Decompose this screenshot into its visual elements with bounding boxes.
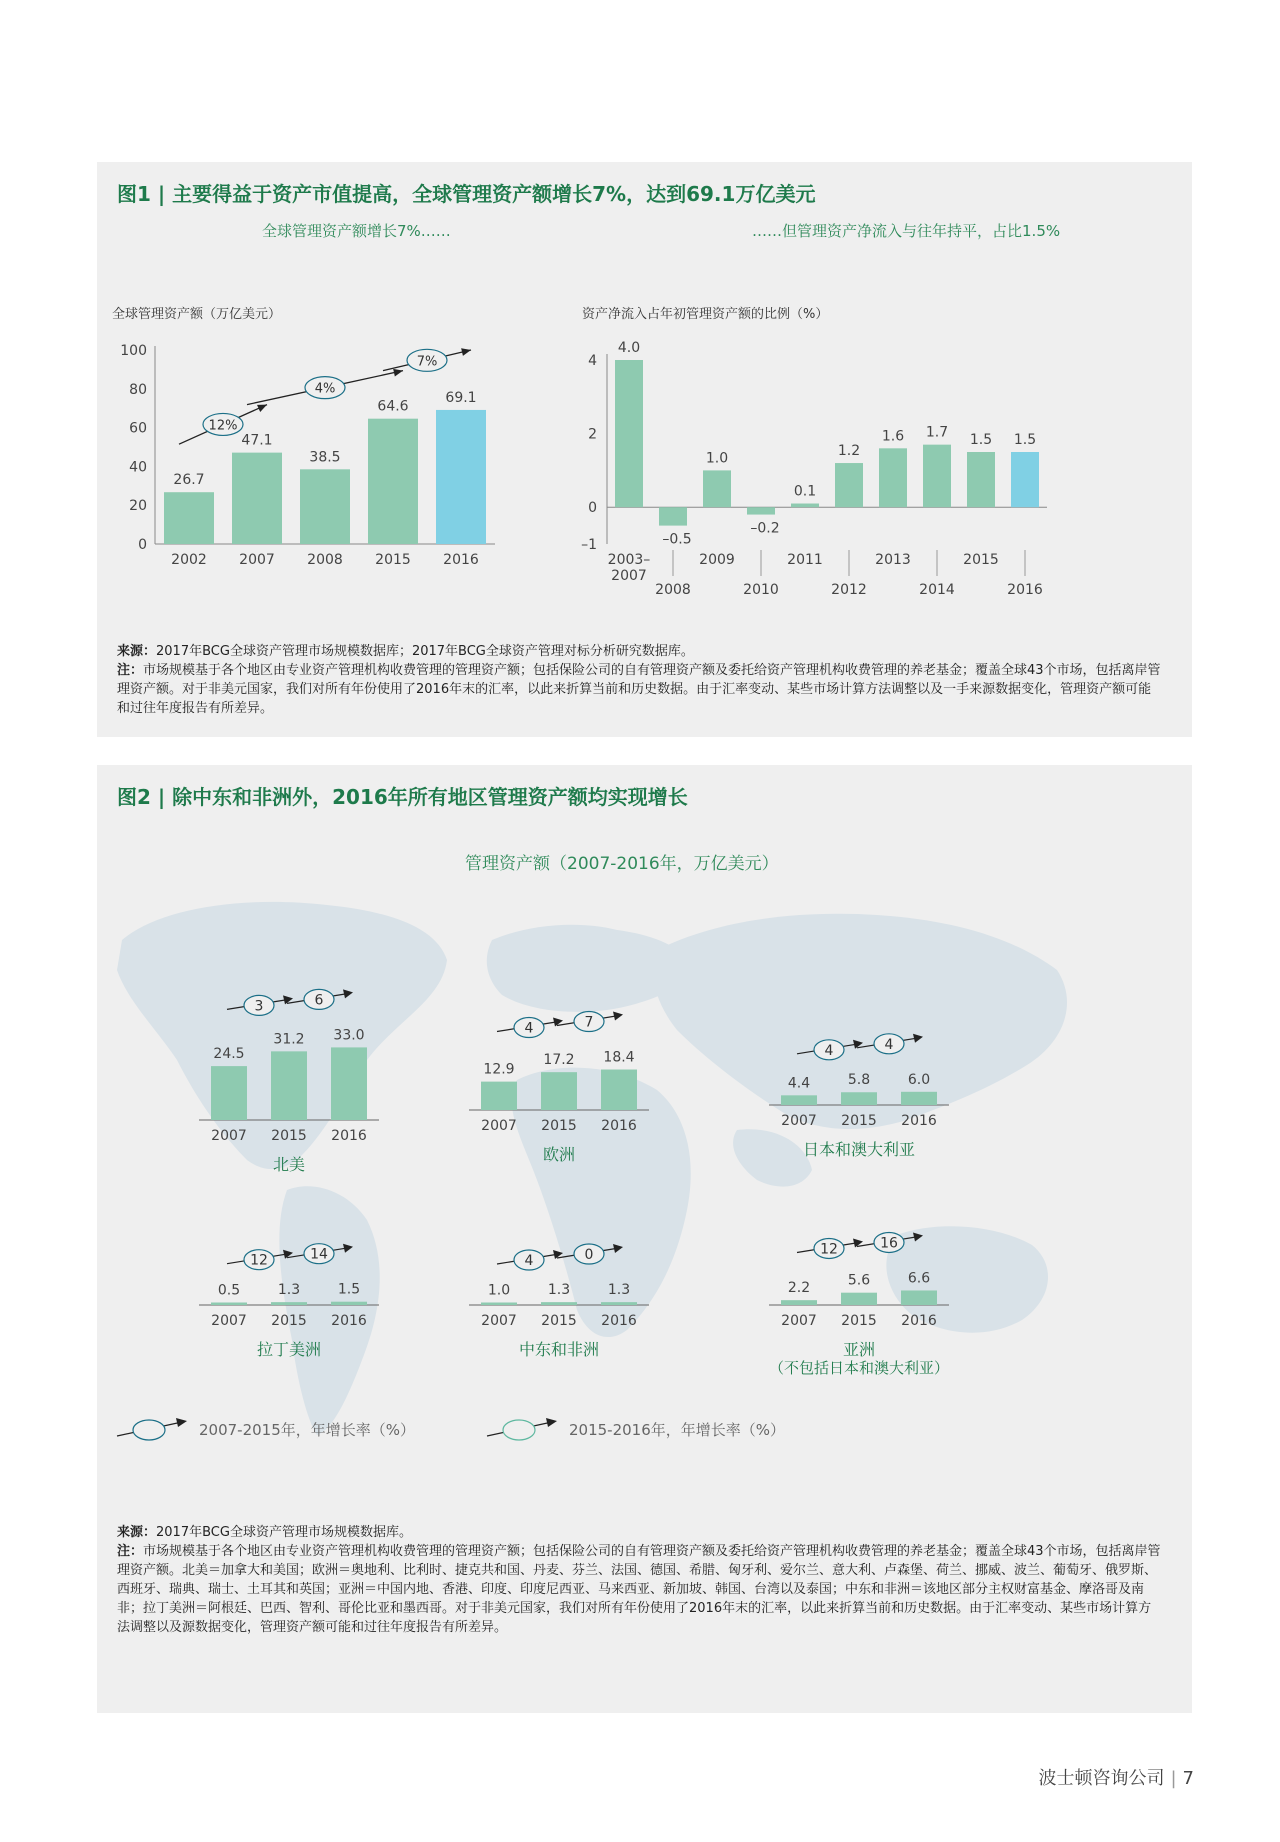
data-label: 47.1 (241, 432, 273, 449)
figure-2-panel (97, 765, 1192, 1713)
region-bar (211, 1066, 247, 1120)
y-tick-label: 4 (588, 353, 597, 369)
figure-1-notes (117, 642, 1162, 718)
data-label: 1.3 (277, 1282, 301, 1299)
region-name: 北美 (272, 1155, 306, 1174)
region-bar (601, 1302, 637, 1305)
region-sublabel: （不包括日本和澳大利亚） (768, 1359, 950, 1377)
x-tick-label: 2016 (601, 1118, 637, 1134)
growth-arrow-head (613, 1012, 623, 1021)
growth-label: 12% (208, 418, 238, 434)
note-text-2: 市场规模基于各个地区由专业资产管理机构收费管理的管理资产额；包括保险公司的自有管理资产额及委托给资产管理机构收费管理的养老基金；覆盖全球43个市场，包括离岸管理资产额。北美＝加拿大和美国；欧洲＝奥地利、比利时、捷克共和国、丹麦、芬兰、法国、德国、希腊、匈牙利、爱尔兰、意大利、卢森堡、荷兰、挪威、波兰、葡萄牙、俄罗斯、西班牙、瑞典、瑞士、土耳其和英国；亚洲＝中国内地、香港、印度、印度尼西亚、马来西亚、新加坡、韩国、台湾以及泰国；中东和非洲＝该地区部分主权财富基金、摩洛哥及南非；拉丁美洲＝阿根廷、巴西、智利、哥伦比亚和墨西哥。对于非美元国家，我们对所有年份使用了2016年末的汇率，以此来折算当前和历史数据。由于汇率变动、某些市场计算方法调整以及源数据变化，管理资产额可能和过往年度报告有所差异。 (117, 1544, 1161, 1635)
x-tick-label: 2013 (875, 552, 911, 568)
figure-1-panel (97, 162, 1192, 737)
x-tick-label: 2016 (601, 1313, 637, 1329)
growth-label: 6 (314, 992, 324, 1009)
bar-2009 (703, 470, 731, 507)
data-label: 1.2 (837, 443, 861, 460)
data-label: 4.0 (617, 340, 641, 356)
growth-label: 4 (884, 1036, 894, 1053)
growth-label: 4 (524, 1253, 534, 1269)
y-tick-label: 0 (138, 537, 147, 553)
source-label: 来源： (117, 644, 157, 659)
figure-2-notes (117, 1523, 1162, 1637)
data-label: 5.6 (847, 1272, 871, 1289)
bar-2016 (1011, 452, 1039, 507)
y-axis-label: 资产净流入占年初管理资产额的比例（%） (582, 307, 829, 322)
x-tick-label: 2007 (781, 1313, 817, 1329)
x-tick-label: 2012 (831, 582, 867, 598)
growth-label: 12 (250, 1252, 268, 1269)
bar-2008 (300, 469, 350, 544)
bar-2003–2007 (615, 360, 643, 507)
data-label: –0.5 (662, 531, 692, 548)
y-tick-label: 100 (120, 343, 147, 359)
data-label: 1.6 (881, 428, 905, 445)
data-label: 2.2 (787, 1280, 811, 1297)
x-tick-label: 2010 (743, 582, 779, 598)
data-label: 4.4 (787, 1075, 811, 1092)
region-bar (601, 1070, 637, 1110)
data-label: 1.5 (969, 432, 993, 448)
y-tick-label: 20 (129, 498, 147, 515)
bar-2007 (232, 453, 282, 544)
region-name: 日本和澳大利亚 (802, 1140, 916, 1159)
data-label: 1.0 (705, 450, 729, 467)
region-bar (901, 1092, 937, 1105)
x-tick-label: 2016 (901, 1113, 937, 1129)
region-bar (331, 1047, 367, 1120)
source-text-2: 2017年BCG全球资产管理市场规模数据库。 (156, 1525, 412, 1540)
y-tick-label: 0 (588, 500, 597, 517)
region-bar (481, 1303, 517, 1306)
region-bar (271, 1302, 307, 1305)
data-label: 6.6 (907, 1270, 931, 1287)
data-label: 33.0 (333, 1027, 365, 1044)
region-bar (901, 1290, 937, 1305)
page-footer (1038, 1764, 1194, 1790)
x-tick-label: 2015 (963, 552, 999, 568)
regional-aum-map-chart (97, 890, 1192, 1470)
x-tick-label: 2015 (841, 1313, 877, 1329)
data-label: 1.3 (607, 1282, 631, 1299)
x-tick-label: 2007 (211, 1128, 247, 1144)
data-label: 38.5 (309, 449, 341, 466)
note-label: 注： (117, 663, 144, 678)
map-chart-subtitle: 管理资产额（2007-2016年，万亿美元） (465, 854, 779, 874)
map-landmass (279, 1186, 379, 1435)
y-axis-label: 全球管理资产额（万亿美元） (112, 307, 282, 322)
net-flows-chart (577, 242, 1177, 598)
data-label: 1.3 (547, 1282, 571, 1299)
x-tick-label: 2007 (481, 1118, 517, 1134)
x-tick-label: 2016 (443, 552, 479, 568)
region-bar (781, 1300, 817, 1305)
data-label: 18.4 (603, 1049, 635, 1066)
x-tick-label: 2008 (307, 552, 343, 568)
legend-arrow-head (176, 1418, 187, 1427)
data-label: 1.5 (337, 1281, 361, 1298)
x-tick-label: 2016 (901, 1313, 937, 1329)
data-label: 6.0 (907, 1071, 931, 1088)
legend-arrow-head (546, 1418, 557, 1427)
source-text: 2017年BCG全球资产管理市场规模数据库；2017年BCG全球资产管理对标分析研究数据库。 (156, 644, 694, 659)
x-tick-label: 2014 (919, 582, 955, 598)
x-tick-label: 2002 (171, 552, 207, 568)
data-label: 1.5 (1013, 432, 1037, 448)
data-label: 5.8 (847, 1072, 871, 1089)
region-name: 亚洲 (842, 1340, 876, 1359)
growth-label: 4 (824, 1042, 834, 1059)
right-chart-subtitle: ……但管理资产净流入与往年持平，占比1.5% (752, 222, 1061, 240)
figure-2-title: 图2 | 除中东和非洲外，2016年所有地区管理资产额均实现增长 (117, 785, 688, 809)
x-tick-label: 2003– (607, 552, 651, 568)
region-bar (271, 1051, 307, 1120)
region-bar (541, 1072, 577, 1110)
data-label: 1.7 (925, 424, 949, 441)
growth-label: 4 (524, 1020, 534, 1037)
bar-2008 (659, 507, 687, 525)
region-name: 欧洲 (542, 1145, 576, 1164)
bar-2010 (747, 507, 775, 514)
map-landmass (733, 1129, 812, 1186)
source-label-2: 来源： (117, 1525, 157, 1540)
bar-2015 (368, 419, 418, 544)
figure-1-title: 图1 | 主要得益于资产市值提高，全球管理资产额增长7%，达到69.1万亿美元 (117, 182, 816, 206)
growth-label: 12 (820, 1241, 838, 1258)
x-tick-label: 2007 (611, 568, 647, 584)
y-tick-label: 80 (129, 381, 147, 398)
page-number: 7 (1182, 1768, 1194, 1789)
x-tick-label: 2007 (481, 1313, 517, 1329)
growth-label: 14 (310, 1246, 328, 1263)
global-aum-chart (97, 242, 577, 582)
data-label: 24.5 (213, 1046, 245, 1063)
y-tick-label: 2 (588, 426, 597, 443)
growth-label: 4% (314, 381, 336, 397)
x-tick-label: 2015 (271, 1313, 307, 1329)
growth-label: 3 (254, 998, 264, 1015)
x-tick-label: 2016 (331, 1128, 367, 1144)
data-label: 0.1 (793, 483, 817, 500)
x-tick-label: 2015 (375, 552, 411, 568)
region-bar (841, 1092, 877, 1105)
x-tick-label: 2007 (211, 1313, 247, 1329)
data-label: 0.5 (217, 1282, 241, 1299)
data-label: 69.1 (445, 389, 477, 406)
data-label: 64.6 (377, 398, 409, 415)
y-tick-label: 60 (129, 420, 147, 437)
growth-label: 7 (584, 1014, 594, 1031)
bar-2012 (835, 463, 863, 507)
legend-oval (503, 1420, 535, 1440)
growth-arrow-head (393, 369, 403, 377)
data-label: –0.2 (750, 520, 780, 537)
x-tick-label: 2007 (781, 1113, 817, 1129)
data-label: 31.2 (273, 1031, 305, 1048)
x-tick-label: 2007 (239, 552, 275, 568)
x-tick-label: 2015 (271, 1128, 307, 1144)
bar-2015 (967, 452, 995, 507)
region-bar (211, 1303, 247, 1306)
note-text: 市场规模基于各个地区由专业资产管理机构收费管理的管理资产额；包括保险公司的自有管理资产额及委托给资产管理机构收费管理的养老基金；覆盖全球43个市场，包括离岸管理资产额。对于非美元国家，我们对所有年份使用了2016年末的汇率，以此来折算当前和历史数据。由于汇率变动、某些市场计算方法调整以及一手来源数据变化，管理资产额可能和过往年度报告有所差异。 (117, 663, 1161, 716)
x-tick-label: 2009 (699, 552, 735, 568)
data-label: 12.9 (483, 1061, 515, 1078)
note-label-2: 注： (117, 1544, 144, 1559)
company-name: 波士顿咨询公司 (1038, 1768, 1165, 1789)
region-bar (481, 1082, 517, 1110)
region-name: 中东和非洲 (518, 1340, 600, 1359)
region-name: 拉丁美洲 (256, 1340, 322, 1359)
x-tick-label: 2016 (331, 1313, 367, 1329)
x-tick-label: 2015 (841, 1113, 877, 1129)
region-bar (841, 1293, 877, 1305)
bar-2002 (164, 492, 214, 544)
bar-2013 (879, 448, 907, 507)
region-bar (781, 1095, 817, 1105)
y-tick-label: 40 (129, 459, 147, 476)
x-tick-label: 2016 (1007, 582, 1043, 598)
data-label: 26.7 (173, 472, 205, 489)
region-bar (331, 1302, 367, 1305)
legend-label: 2015-2016年，年增长率（%） (569, 1421, 786, 1439)
region-bar (541, 1302, 577, 1305)
x-tick-label: 2015 (541, 1313, 577, 1329)
growth-label: 7% (416, 354, 438, 370)
x-tick-label: 2015 (541, 1118, 577, 1134)
x-tick-label: 2008 (655, 582, 691, 598)
bar-2016 (436, 410, 486, 544)
growth-label: 16 (880, 1235, 898, 1252)
data-label: 1.0 (487, 1282, 511, 1299)
data-label: 17.2 (543, 1052, 575, 1069)
legend-oval (133, 1420, 165, 1440)
growth-arrow-head (461, 348, 471, 356)
legend-label: 2007-2015年，年增长率（%） (199, 1421, 416, 1439)
footer-separator: | (1170, 1768, 1177, 1789)
left-chart-subtitle: 全球管理资产额增长7%…… (262, 222, 451, 240)
growth-label: 0 (584, 1247, 594, 1263)
x-tick-label: 2011 (787, 552, 823, 568)
bar-2014 (923, 445, 951, 508)
bar-2011 (791, 504, 819, 508)
y-tick-label: –1 (581, 537, 597, 553)
